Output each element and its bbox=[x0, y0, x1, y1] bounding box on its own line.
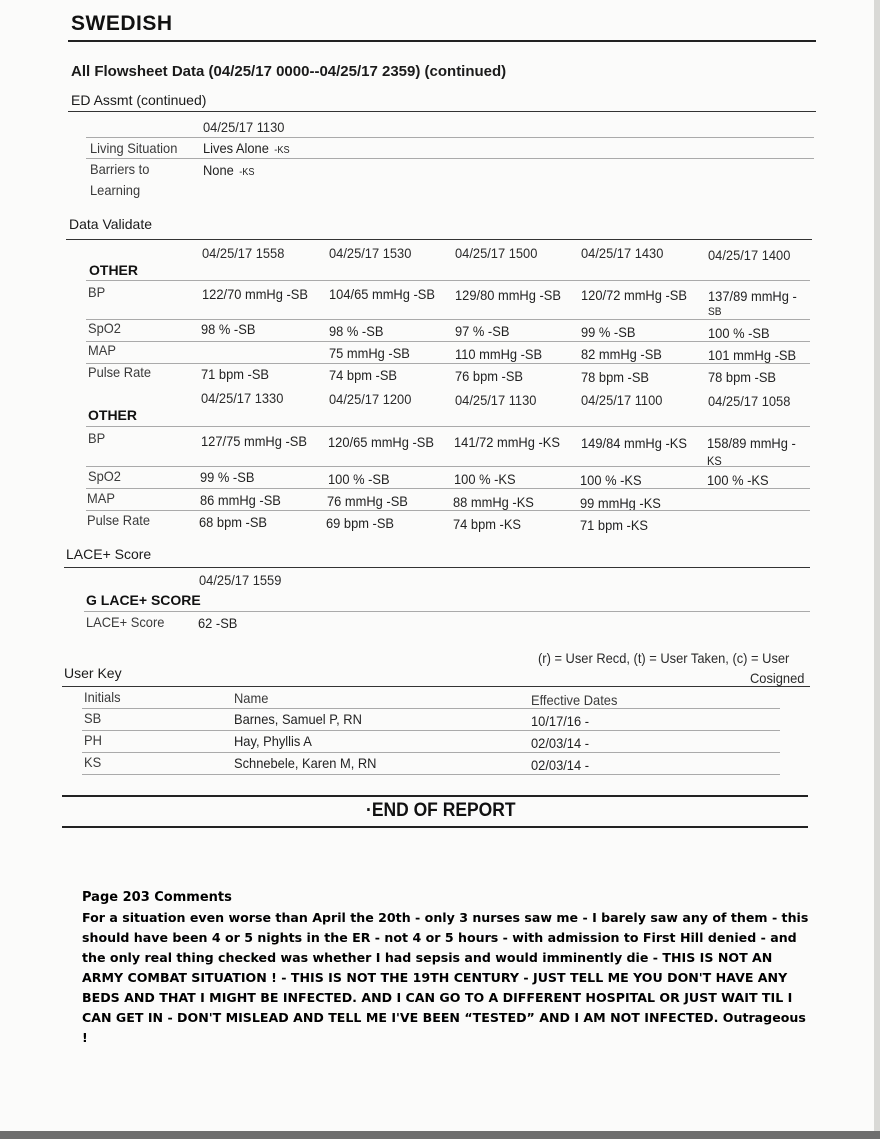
row-rule bbox=[86, 466, 810, 467]
report-title: All Flowsheet Data (04/25/17 0000--04/25/17 2359) (continued) bbox=[71, 63, 507, 80]
dv-time-col: 04/25/17 1200 bbox=[329, 391, 412, 407]
row-rule bbox=[86, 158, 814, 159]
user-name: Barnes, Samuel P, RN bbox=[234, 711, 362, 727]
comments-heading: Page 203 Comments bbox=[82, 890, 232, 905]
group-label-other: OTHER bbox=[89, 262, 138, 278]
map-value: 86 mmHg -SB bbox=[200, 492, 281, 508]
dv-time-col: 04/25/17 1558 bbox=[202, 245, 285, 261]
user-initials: PH bbox=[84, 732, 102, 748]
bp-value: 149/84 mmHg -KS bbox=[581, 435, 687, 451]
row-label-barriers: Barriers to bbox=[90, 161, 150, 177]
spo2-value: 98 % -SB bbox=[329, 323, 384, 339]
pulse-value: 74 bpm -SB bbox=[329, 367, 398, 383]
row-rule bbox=[86, 426, 810, 427]
row-label-bp: BP bbox=[88, 430, 106, 446]
group-label-other: OTHER bbox=[88, 407, 137, 423]
pulse-value: 74 bpm -KS bbox=[453, 516, 522, 532]
dv-time-col: 04/25/17 1430 bbox=[581, 245, 664, 261]
row-label-lace-score: LACE+ Score bbox=[86, 614, 165, 630]
map-value: 99 mmHg -KS bbox=[580, 495, 661, 511]
map-value: 110 mmHg -SB bbox=[455, 346, 543, 362]
dv-time-col: 04/25/17 1330 bbox=[201, 390, 284, 406]
pulse-value: 71 bpm -SB bbox=[201, 366, 270, 382]
row-label-pulse: Pulse Rate bbox=[88, 364, 152, 380]
spo2-value: 100 % -SB bbox=[708, 325, 770, 341]
pulse-value: 71 bpm -KS bbox=[580, 517, 649, 533]
row-label-bp: BP bbox=[88, 284, 106, 300]
header-rule bbox=[68, 40, 816, 42]
spo2-value: 99 % -SB bbox=[200, 469, 255, 485]
user-date: 02/03/14 - bbox=[531, 735, 590, 751]
bp-value: 158/89 mmHg - bbox=[707, 435, 796, 451]
hospital-name: SWEDISH bbox=[71, 12, 173, 35]
user-key-col-initials: Initials bbox=[84, 689, 121, 705]
section-rule bbox=[66, 239, 812, 240]
spo2-value: 100 % -KS bbox=[707, 472, 769, 488]
row-rule bbox=[84, 611, 810, 612]
row-label-spo2: SpO2 bbox=[88, 320, 121, 336]
ed-assmt-time: 04/25/17 1130 bbox=[203, 119, 285, 135]
row-rule bbox=[86, 488, 810, 489]
user-key-legend-cont: Cosigned bbox=[750, 670, 805, 686]
dv-time-col: 04/25/17 1530 bbox=[329, 245, 412, 261]
user-key-col-dates: Effective Dates bbox=[531, 692, 618, 708]
dv-time-col: 04/25/17 1500 bbox=[455, 245, 538, 261]
bp-value: 127/75 mmHg -SB bbox=[201, 433, 307, 449]
dv-time-col: 04/25/17 1100 bbox=[581, 392, 663, 408]
row-label-map: MAP bbox=[88, 342, 116, 358]
bp-value: 137/89 mmHg - bbox=[708, 288, 797, 304]
map-value: 82 mmHg -SB bbox=[581, 346, 662, 362]
spo2-value: 100 % -SB bbox=[328, 471, 390, 487]
end-of-report: ·END OF REPORT bbox=[366, 800, 516, 821]
user-key-col-name: Name bbox=[234, 690, 269, 706]
living-situation-value: Lives Alone -KS bbox=[203, 140, 290, 156]
dv-time-col: 04/25/17 1130 bbox=[455, 392, 537, 408]
row-rule bbox=[86, 137, 814, 138]
row-rule bbox=[82, 708, 780, 709]
pulse-value: 78 bpm -SB bbox=[708, 369, 777, 385]
map-value: 88 mmHg -KS bbox=[453, 494, 534, 510]
section-rule bbox=[64, 567, 810, 568]
row-label-map: MAP bbox=[87, 490, 115, 506]
bp-value: 120/65 mmHg -SB bbox=[328, 434, 434, 450]
row-rule bbox=[82, 774, 780, 775]
map-value: 76 mmHg -SB bbox=[327, 493, 408, 509]
pulse-value: 68 bpm -SB bbox=[199, 514, 268, 530]
row-label-pulse: Pulse Rate bbox=[87, 512, 151, 528]
bp-value: 120/72 mmHg -SB bbox=[581, 287, 687, 303]
user-name: Hay, Phyllis A bbox=[234, 733, 312, 749]
section-data-validate: Data Validate bbox=[69, 216, 153, 232]
row-rule bbox=[82, 730, 780, 731]
dv-time-col: 04/25/17 1058 bbox=[708, 393, 791, 409]
spo2-value: 100 % -KS bbox=[580, 472, 642, 488]
spo2-value: 99 % -SB bbox=[581, 324, 636, 340]
user-key-legend: (r) = User Recd, (t) = User Taken, (c) = User bbox=[538, 650, 790, 666]
section-lace: LACE+ Score bbox=[66, 546, 152, 562]
end-rule-top bbox=[62, 795, 808, 797]
row-rule bbox=[86, 280, 810, 281]
bp-wrap: SB bbox=[708, 306, 722, 318]
section-user-key: User Key bbox=[64, 665, 122, 681]
scan-edge bbox=[874, 0, 880, 1139]
end-rule-bottom bbox=[62, 826, 808, 828]
row-label-learning: Learning bbox=[90, 182, 141, 198]
dv-time-col: 04/25/17 1400 bbox=[708, 247, 791, 263]
bp-value: 141/72 mmHg -KS bbox=[454, 434, 560, 450]
user-initials: KS bbox=[84, 754, 102, 770]
comments-body: For a situation even worse than April the 20th - only 3 nurses saw me - I barely saw any of them - this should have been 4 or 5 nights in the ER - not 4 or 5 hours - with admission to First Hill denied - and the only real thing checked was whether I had sepsis and would imminently die - THIS IS NOT AN ARMY COMBAT SITUATION ! - THIS IS NOT THE 19TH CENTURY - JUST TELL ME YOU DON'T HAVE ANY BEDS AND THAT I MIGHT BE INFECTED. AND I CAN GO TO A DIFFERENT HOSPITAL OR JUST WAIT TIL I CAN GET IN - DON'T MISLEAD AND TELL ME I'VE BEEN “TESTED” AND I AM NOT INFECTED. Outrageous ! bbox=[82, 910, 809, 1045]
user-initials: SB bbox=[84, 710, 102, 726]
bp-value: 129/80 mmHg -SB bbox=[455, 287, 561, 303]
row-rule bbox=[86, 319, 810, 320]
pulse-value: 76 bpm -SB bbox=[455, 368, 524, 384]
row-rule bbox=[86, 510, 810, 511]
barriers-value: None -KS bbox=[203, 162, 255, 178]
spo2-value: 97 % -SB bbox=[455, 323, 510, 339]
lace-score-value: 62 -SB bbox=[198, 615, 238, 631]
map-value: 75 mmHg -SB bbox=[329, 345, 410, 361]
row-label-spo2: SpO2 bbox=[88, 468, 121, 484]
spo2-value: 100 % -KS bbox=[454, 471, 516, 487]
group-label-lace: G LACE+ SCORE bbox=[86, 592, 201, 608]
row-rule bbox=[86, 363, 810, 364]
user-date: 02/03/14 - bbox=[531, 757, 590, 773]
user-date: 10/17/16 - bbox=[531, 713, 590, 729]
pulse-value: 78 bpm -SB bbox=[581, 369, 650, 385]
section-rule bbox=[68, 111, 816, 112]
pulse-value: 69 bpm -SB bbox=[326, 515, 395, 531]
user-name: Schnebele, Karen M, RN bbox=[234, 755, 377, 771]
section-ed-assmt: ED Assmt (continued) bbox=[71, 92, 207, 108]
lace-time: 04/25/17 1559 bbox=[199, 572, 282, 588]
row-rule bbox=[86, 341, 810, 342]
row-label-living-situation: Living Situation bbox=[90, 140, 178, 156]
bp-value: 104/65 mmHg -SB bbox=[329, 286, 435, 302]
spo2-value: 98 % -SB bbox=[201, 321, 256, 337]
scan-edge bbox=[0, 1131, 880, 1139]
row-rule bbox=[82, 752, 780, 753]
map-value: 101 mmHg -SB bbox=[708, 347, 797, 363]
section-rule bbox=[62, 686, 810, 687]
bp-value: 122/70 mmHg -SB bbox=[202, 286, 308, 302]
bp-wrap: KS bbox=[707, 454, 722, 468]
